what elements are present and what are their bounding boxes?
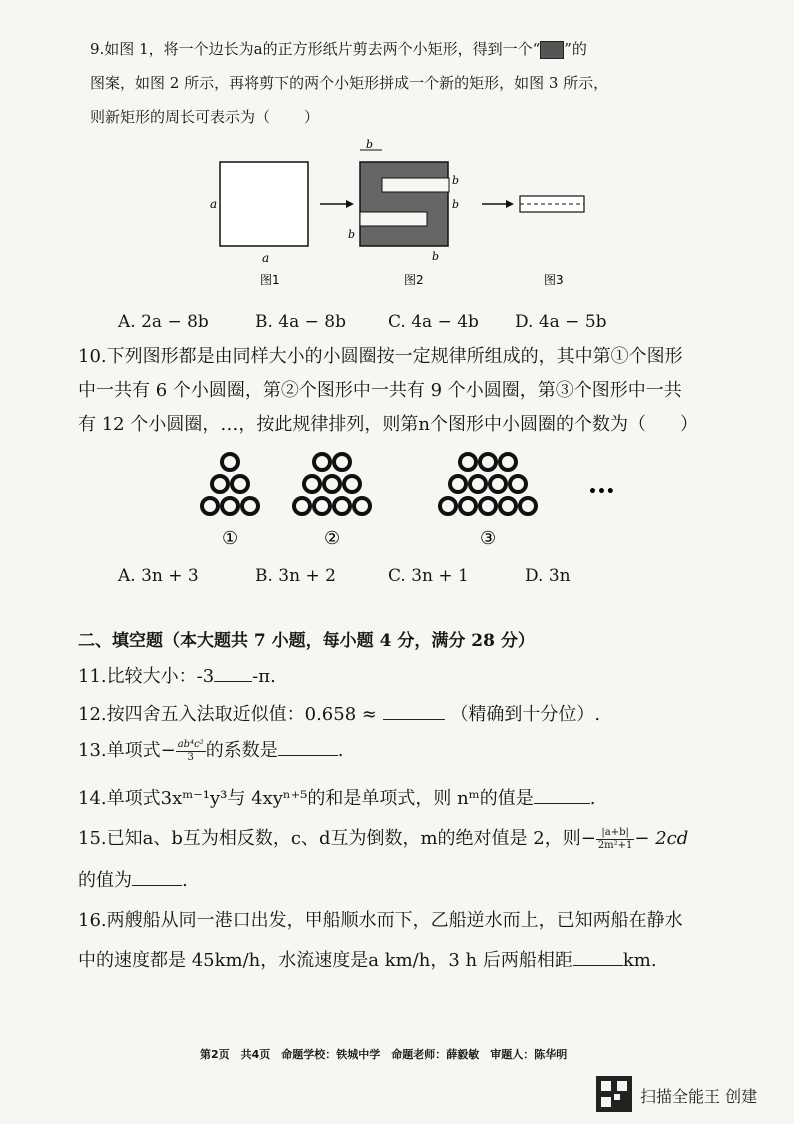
q10-option-d: D. 3n	[525, 566, 571, 586]
q15-line2	[78, 866, 188, 892]
q11-pre: 11.比较大小：-3	[78, 666, 215, 687]
circle-figure-1	[202, 454, 258, 514]
q12-post: （精确到十分位）.	[450, 704, 601, 725]
fig1-square	[220, 162, 308, 246]
q12	[78, 700, 600, 726]
arrow-icon	[346, 200, 354, 208]
q11	[78, 662, 276, 688]
circle-figure-2	[294, 454, 370, 514]
q12-pre: 12.按四舍五入法取近似值：0.658 ≈	[78, 704, 377, 725]
q16-line2	[78, 946, 657, 972]
q9-line2: 图案，如图 2 所示，再将剪下的两个小矩形拼成一个新的矩形，如图 3 所示，	[90, 74, 609, 92]
q10-line3-text: 有 12 个小圆圈，…，按此规律排列，则第n个图形中小圆圈的个数为（	[78, 414, 646, 435]
q15-line2-text: 的值为	[78, 870, 132, 891]
pattern-icon	[540, 41, 564, 59]
q15-line1	[78, 824, 688, 852]
scanner-watermark: 扫描全能王 创建	[640, 1087, 758, 1106]
fig2-caption: 图2	[404, 273, 424, 287]
q10-option-b: B. 3n + 2	[255, 566, 336, 586]
q9-line1	[90, 38, 587, 59]
page-footer: 第2页 共4页 命题学校：铁城中学 命题老师：薛毅敏 审题人：陈华明	[200, 1048, 568, 1061]
fig2-b-top: b	[366, 138, 374, 151]
q9-line1-end: ”的	[564, 40, 587, 58]
q9-option-d: D. 4a − 5b	[515, 312, 607, 332]
arrow-icon-2	[506, 200, 514, 208]
q10-line2: 中一共有 6 个小圆圈，第②个图形中一共有 9 个小圆圈，第③个图形中一共	[78, 380, 682, 401]
q13-fraction	[176, 739, 206, 764]
q16-end: km.	[622, 950, 657, 971]
fig3-caption: 图3	[544, 273, 564, 287]
q16-line1: 16.两艘船从同一港口出发，甲船顺水而下，乙船逆水而上，已知两船在静水	[78, 910, 683, 931]
svg-text:b: b	[452, 198, 460, 211]
q10-line1: 10.下列图形都是由同样大小的小圆圈按一定规律所组成的，其中第①个图形	[78, 346, 683, 367]
q12-answer-blank	[383, 703, 445, 720]
q14-text: 14.单项式3xᵐ⁻¹y³与 4xyⁿ⁺⁵的和是单项式，则 nᵐ的值是	[78, 788, 534, 809]
figure-label-2: ②	[324, 528, 341, 549]
q15-answer-blank	[132, 869, 182, 886]
q9-option-a: A. 2a − 8b	[118, 312, 209, 332]
q10-figures	[180, 448, 640, 558]
q15-frac-den: 2m²+1	[597, 839, 633, 851]
q9-figures	[200, 138, 600, 288]
figure-label-3: ③	[480, 528, 497, 549]
q15-end: .	[182, 870, 188, 891]
q14	[78, 784, 595, 810]
fig2-shape	[360, 162, 448, 246]
q13-pre: 13.单项式−	[78, 740, 176, 761]
q15-frac-num: |a+b|	[596, 827, 635, 840]
q10-option-a: A. 3n + 3	[118, 566, 199, 586]
q9-option-b: B. 4a − 8b	[255, 312, 347, 332]
q10-line3	[78, 410, 698, 436]
fig1-side-label: a	[210, 197, 218, 211]
q14-answer-blank	[534, 787, 590, 804]
q16-line2-text: 中的速度都是 45km/h，水流速度是a km/h，3 h 后两船相距	[78, 950, 573, 971]
q15-post: − 2cd	[634, 828, 689, 849]
q9-option-c: C. 4a − 4b	[388, 312, 479, 332]
figure-label-1: ①	[222, 528, 239, 549]
svg-text:b: b	[348, 228, 356, 241]
q9-line3	[90, 106, 319, 127]
q15-pre: 15.已知a、b互为相反数，c、d互为倒数，m的绝对值是 2，则−	[78, 828, 596, 849]
q13-post: 的系数是	[205, 740, 278, 761]
q9-line3-text: 则新矩形的周长可表示为（	[90, 108, 271, 126]
q11-post: -π.	[252, 666, 276, 687]
circle-figure-3	[440, 454, 536, 514]
q13	[78, 736, 343, 764]
svg-text:b: b	[432, 250, 440, 263]
q9-line1-text: 9.如图 1，将一个边长为a的正方形纸片剪去两个小矩形，得到一个“	[90, 40, 541, 58]
qr-code-icon	[596, 1076, 632, 1112]
svg-text:b: b	[452, 174, 460, 187]
q13-frac-num: ab⁴c²	[177, 738, 204, 750]
fig1-caption: 图1	[260, 273, 280, 287]
q10-line3-end: ）	[679, 414, 698, 435]
q10-option-c: C. 3n + 1	[388, 566, 469, 586]
q13-answer-blank	[278, 739, 338, 756]
q13-frac-den: 3	[187, 751, 194, 763]
q15-fraction	[596, 827, 635, 852]
q16-answer-blank	[573, 949, 623, 966]
section-heading: 二、填空题（本大题共 7 小题，每小题 4 分，满分 28 分）	[78, 631, 535, 651]
q9-line3-end: ）	[304, 108, 320, 126]
figures-ellipsis: •••	[588, 484, 615, 500]
fig1-bottom-label: a	[262, 251, 270, 265]
q14-end: .	[589, 788, 596, 809]
q13-end: .	[337, 740, 344, 761]
q11-answer-blank	[214, 665, 252, 682]
